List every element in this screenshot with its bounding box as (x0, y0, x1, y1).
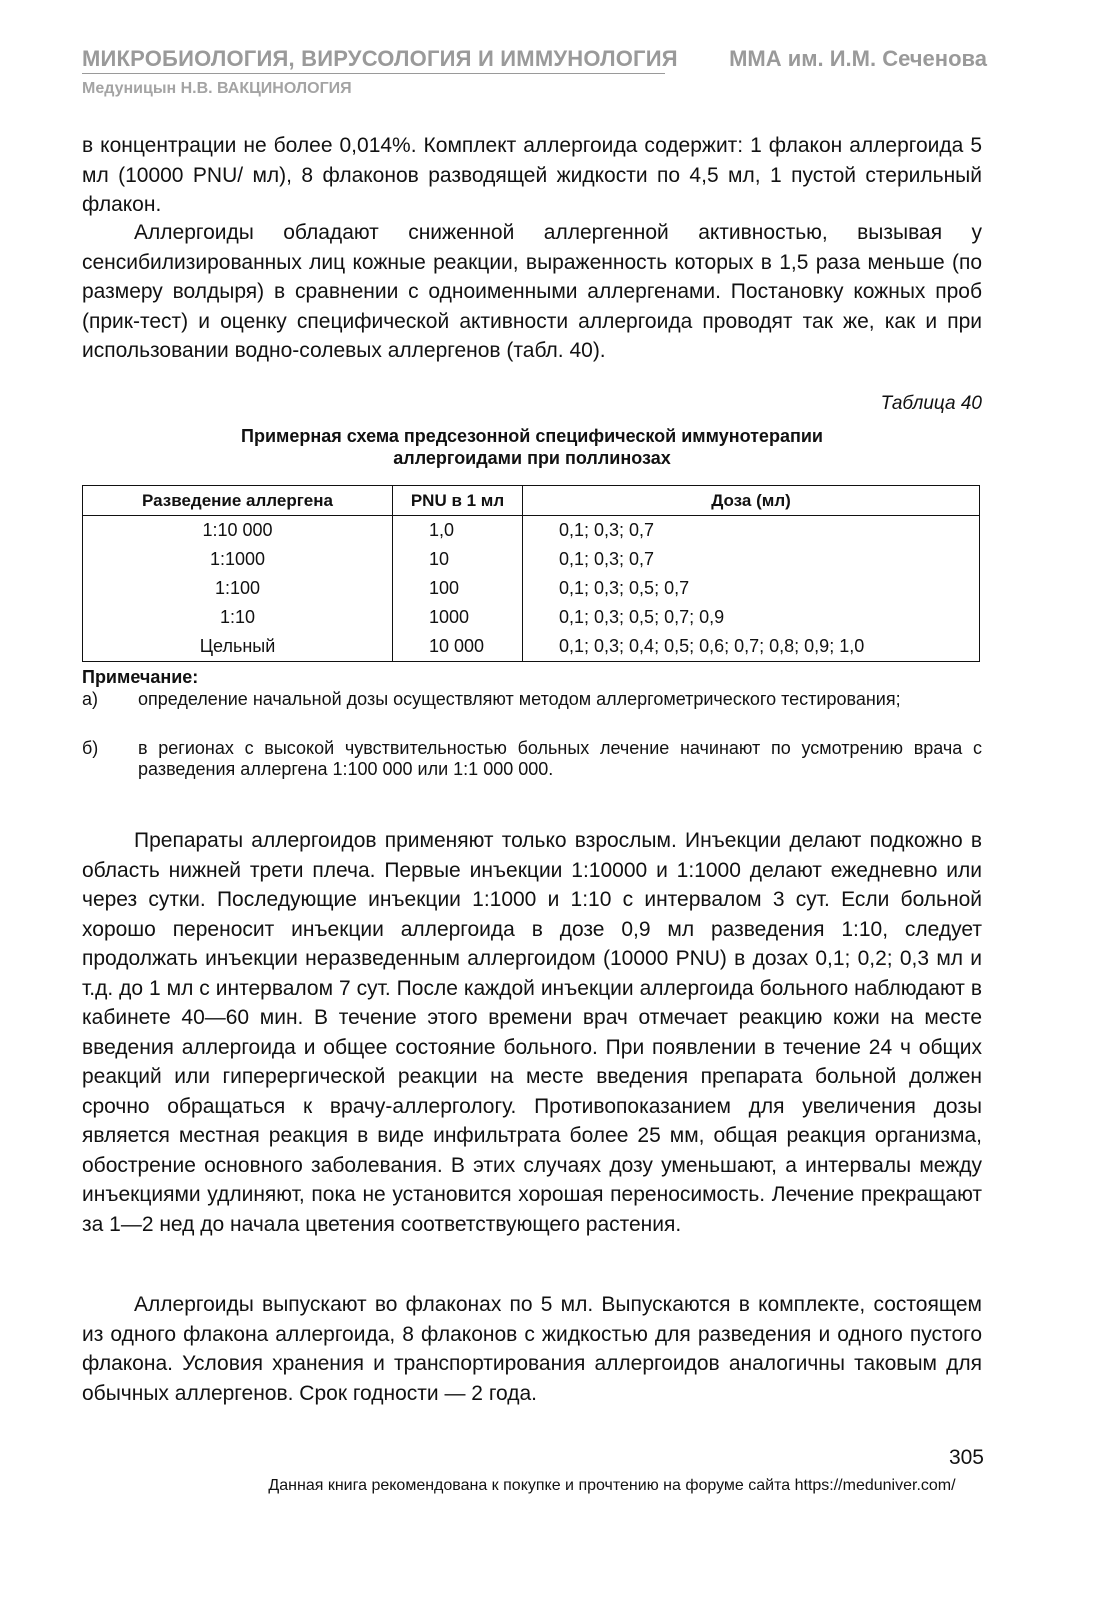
running-header (82, 46, 987, 74)
header-discipline-title: МИКРОБИОЛОГИЯ, ВИРУСОЛОГИЯ И ИММУНОЛОГИЯ (82, 46, 678, 71)
cell-dilution: 1:10 (83, 603, 393, 632)
table-row (83, 632, 980, 662)
table-row (83, 545, 980, 574)
table-header-row (83, 486, 980, 516)
note-item-a (82, 689, 982, 710)
cell-dilution: 1:100 (83, 574, 393, 603)
note-heading: Примечание: (82, 667, 199, 687)
note-label-a: а) (82, 689, 99, 709)
footer-notice: Данная книга рекомендована к покупке и прочтению на форуме сайта https://meduniver.com/ (268, 1477, 956, 1494)
header-pnu: PNU в 1 мл (393, 486, 523, 516)
header-book-title: Медуницын Н.В. ВАКЦИНОЛОГИЯ (82, 80, 352, 97)
cell-dilution: 1:10 000 (83, 516, 393, 546)
cell-dose: 0,1; 0,3; 0,4; 0,5; 0,6; 0,7; 0,8; 0,9; 1,0 (523, 632, 980, 662)
cell-dilution: Цельный (83, 632, 393, 662)
note-label-b: б) (82, 738, 99, 758)
cell-dose: 0,1; 0,3; 0,7 (523, 516, 980, 546)
table-title-line-2: аллергоидами при поллинозах (393, 448, 671, 468)
paragraph-packaging: Аллергоиды выпускают во флаконах по 5 мл. Выпускаются в комплекте, состоящем из одного флакона аллергоида, 8 флаконов с жидкостью для разведения и одного пустого флакона. Условия хранения и транспортирования аллергоидов аналогичны таковым для обычных аллергенов. Срок годности — 2 года. (82, 1293, 982, 1405)
table-row (83, 603, 980, 632)
paragraph-allergoid-activity: Аллергоиды обладают сниженной аллергенной активностью, вызывая у сенсибилизированных лиц кожные реакции, выраженность которых в 1,5 раза меньше (по размеру волдыря) в сравнении с одноименными аллергенами. Постановку кожных проб (прик-тест) и оценку специфической активности аллергоида проводят так же, как и при использовании водно-солевых аллергенов (табл. 40). (82, 221, 982, 362)
table-title (82, 425, 982, 469)
cell-pnu: 10 000 (393, 632, 523, 662)
note-item-b (82, 738, 982, 780)
paragraph-allergoid-kit: в концентрации не более 0,014%. Комплект аллергоида содержит: 1 флакон аллергоида 5 мл (10000 PNU/ мл), 8 флаконов разводящей жидкости по 4,5 мл, 1 пустой стерильный флакон. (82, 134, 982, 216)
table-number: Таблица 40 (880, 393, 982, 414)
cell-dilution: 1:1000 (83, 545, 393, 574)
cell-pnu: 100 (393, 574, 523, 603)
note-text-a: определение начальной дозы осуществляют методом аллергометрического тестирования; (138, 689, 901, 709)
header-rule (82, 73, 665, 74)
cell-dose: 0,1; 0,3; 0,7 (523, 545, 980, 574)
table-title-line-1: Примерная схема предсезонной специфической иммунотерапии (241, 426, 823, 446)
header-dose: Доза (мл) (523, 486, 980, 516)
cell-pnu: 1000 (393, 603, 523, 632)
cell-pnu: 10 (393, 545, 523, 574)
table-row (83, 574, 980, 603)
table-row (83, 516, 980, 546)
header-institution: ММА им. И.М. Сеченова (729, 46, 987, 71)
cell-dose: 0,1; 0,3; 0,5; 0,7; 0,9 (523, 603, 980, 632)
note-text-b: в регионах с высокой чувствительностью больных лечение начинают по усмотрению врача с разведения аллергена 1:100 000 или 1:1 000 000. (138, 738, 982, 779)
cell-pnu: 1,0 (393, 516, 523, 546)
page-number: 305 (948, 1446, 984, 1469)
paragraph-administration: Препараты аллергоидов применяют только взрослым. Инъекции делают подкожно в область нижней трети плеча. Первые инъекции 1:10000 и 1:1000 делают ежедневно или через сутки. Последующие инъекции 1:1000 и 1:10 с интервалом 3 сут. Если больной хорошо переносит инъекции аллергоида в дозе 0,9 мл разведения 1:10, следует продолжать инъекции неразведенным аллергоидом (10000 PNU) в дозах 0,1; 0,2; 0,3 мл и т.д. до 1 мл с интервалом 7 сут. После каждой инъекции аллергоида больного наблюдают в кабинете 40—60 мин. В течение этого времени врач отмечает реакцию кожи на месте введения аллергоида и общее состояние больного. При появлении в течение 24 ч общих реакций или гиперергической реакции на месте введения препарата больной должен срочно обращаться к врачу-аллергологу. Противопоказанием для увеличения дозы является местная реакция в виде инфильтрата более 25 мм, общая реакция организма, обострение основного заболевания. В этих случаях дозу уменьшают, а интервалы между инъекциями удлиняют, пока не установится хорошая переносимость. Лечение прекращают за 1—2 нед до начала цветения соответствующего растения. (82, 829, 982, 1236)
cell-dose: 0,1; 0,3; 0,5; 0,7 (523, 574, 980, 603)
immunotherapy-table (82, 485, 980, 662)
header-dilution: Разведение аллергена (83, 486, 393, 516)
